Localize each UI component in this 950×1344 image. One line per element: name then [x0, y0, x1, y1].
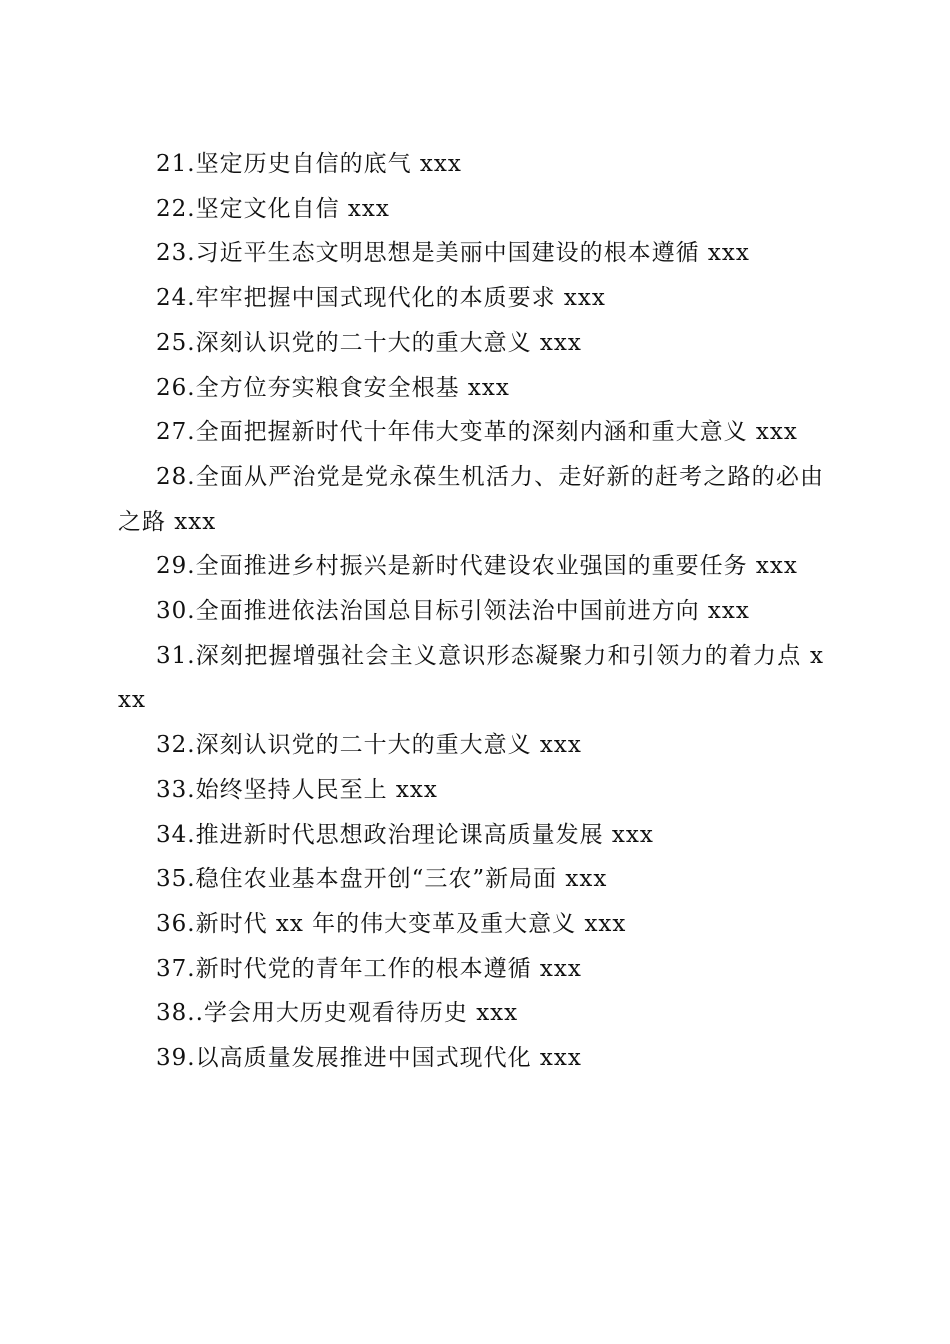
list-item: 36.新时代 xx 年的伟大变革及重大意义 xxx: [156, 910, 627, 937]
list-item: 33.始终坚持人民至上 xxx: [156, 776, 438, 803]
list-item: 21.坚定历史自信的底气 xxx: [156, 151, 462, 177]
list-item: 35.稳住农业基本盘开创“三农”新局面 xxx: [156, 866, 608, 893]
list-item: 23.习近平生态文明思想是美丽中国建设的根本遵循 xxx: [156, 240, 750, 267]
list-item: 38..学会用大历史观看待历史 xxx: [156, 1000, 519, 1027]
list-item: 28.全面从严治党是党永葆生机活力、走好新的赶考之路的必由之路 xxx: [118, 463, 824, 535]
list-item: 37.新时代党的青年工作的根本遵循 xxx: [156, 955, 582, 982]
list-item: 24.牢牢把握中国式现代化的本质要求 xxx: [156, 285, 606, 312]
list-item: 29.全面推进乡村振兴是新时代建设农业强国的重要任务 xxx: [156, 553, 798, 580]
list-item: 34.推进新时代思想政治理论课高质量发展 xxx: [156, 821, 654, 848]
list-item: 39.以高质量发展推进中国式现代化 xxx: [156, 1045, 582, 1072]
list-item: 30.全面推进依法治国总目标引领法治中国前进方向 xxx: [156, 598, 750, 625]
list-item: 26.全方位夯实粮食安全根基 xxx: [156, 374, 510, 401]
list-item: 32.深刻认识党的二十大的重大意义 xxx: [156, 732, 582, 759]
list-item: 31.深刻把握增强社会主义意识形态凝聚力和引领力的着力点 xxx: [118, 642, 824, 714]
list-item: 27.全面把握新时代十年伟大变革的深刻内涵和重大意义 xxx: [156, 419, 798, 446]
list-item: 25.深刻认识党的二十大的重大意义 xxx: [156, 329, 582, 356]
list-item: 22.坚定文化自信 xxx: [156, 195, 390, 222]
article-list: [118, 142, 824, 1081]
